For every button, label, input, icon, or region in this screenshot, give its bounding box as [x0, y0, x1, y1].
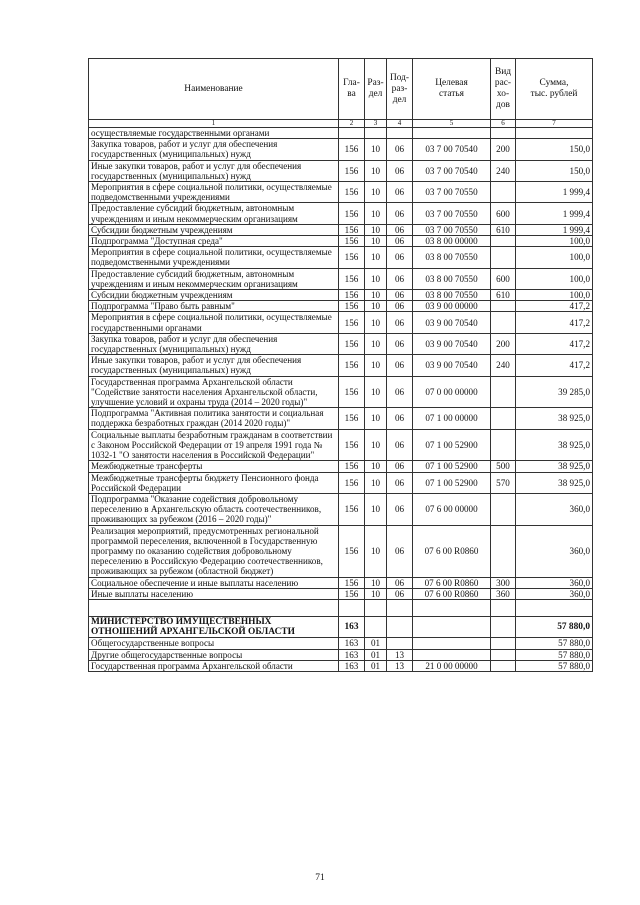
row-name: Государственная программа Архангельской области "Содействие занятости населения Архангельской области, улучшение условий и охраны труда (2014 – 2020 годы)" — [89, 376, 339, 408]
row-glava: 156 — [339, 290, 365, 301]
row-sum: 360,0 — [516, 493, 593, 525]
row-sum: 360,0 — [516, 588, 593, 599]
row-glava: 156 — [339, 429, 365, 461]
row-target-article: 03 7 00 70550 — [413, 224, 491, 235]
header-row — [89, 59, 593, 120]
row-glava: 156 — [339, 588, 365, 599]
row-name: Предоставление субсидий бюджетным, автономным учреждениям и иным некоммерческим организациям — [89, 268, 339, 289]
row-name: Социальное обеспечение и иные выплаты населению — [89, 577, 339, 588]
row-name: Мероприятия в сфере социальной политики, осуществляемые подведомственными учреждениями — [89, 247, 339, 268]
row-name: Закупка товаров, работ и услуг для обеспечения государственных (муниципальных) нужд — [89, 333, 339, 354]
row-target-article: 07 1 00 52900 — [413, 429, 491, 461]
row-expense-type: 600 — [491, 203, 516, 224]
row-razdel: 10 — [365, 588, 387, 599]
row-target-article — [413, 128, 491, 139]
row-sum: 1 999,4 — [516, 182, 593, 203]
row-razdel: 10 — [365, 182, 387, 203]
row-podrazdel: 06 — [387, 290, 413, 301]
row-glava: 163 — [339, 660, 365, 671]
ministry-glava: 163 — [339, 616, 365, 637]
row-target-article: 03 7 00 70550 — [413, 182, 491, 203]
row-target-article: 03 8 00 00000 — [413, 236, 491, 247]
row-target-article: 21 0 00 00000 — [413, 660, 491, 671]
row-podrazdel: 06 — [387, 493, 413, 525]
row-sum: 417,2 — [516, 312, 593, 333]
row-name: Мероприятия в сфере социальной политики, осуществляемые подведомственными учреждениями — [89, 182, 339, 203]
row-target-article: 03 8 00 70550 — [413, 290, 491, 301]
row-expense-type: 610 — [491, 224, 516, 235]
row-glava — [339, 128, 365, 139]
row-razdel: 10 — [365, 333, 387, 354]
row-razdel: 01 — [365, 638, 387, 649]
row-expense-type: 300 — [491, 577, 516, 588]
row-podrazdel: 13 — [387, 649, 413, 660]
row-target-article: 07 6 00 00000 — [413, 493, 491, 525]
row-expense-type: 200 — [491, 333, 516, 354]
row-sum: 38 925,0 — [516, 472, 593, 493]
table-body — [89, 128, 593, 600]
row-podrazdel: 06 — [387, 355, 413, 376]
row-glava: 156 — [339, 472, 365, 493]
row-name: осуществляемые государственными органами — [89, 128, 339, 139]
colnum: 5 — [413, 120, 491, 128]
row-target-article: 07 6 00 R0860 — [413, 577, 491, 588]
row-glava: 156 — [339, 355, 365, 376]
row-name: Подпрограмма "Оказание содействия добровольному переселению в Архангельскую область соотечественников, проживающих за рубежом (2016 – 2020 годы)" — [89, 493, 339, 525]
row-razdel: 10 — [365, 525, 387, 577]
row-expense-type — [491, 638, 516, 649]
row-razdel: 01 — [365, 660, 387, 671]
row-name: Иные закупки товаров, работ и услуг для обеспечения государственных (муниципальных) нужд — [89, 160, 339, 181]
row-expense-type: 610 — [491, 290, 516, 301]
row-name: Подпрограмма "Право быть равным" — [89, 301, 339, 312]
row-podrazdel: 06 — [387, 301, 413, 312]
row-target-article: 07 1 00 00000 — [413, 408, 491, 429]
row-glava: 156 — [339, 525, 365, 577]
row-podrazdel: 06 — [387, 203, 413, 224]
row-podrazdel: 06 — [387, 160, 413, 181]
row-podrazdel: 06 — [387, 408, 413, 429]
table-row — [89, 472, 593, 493]
row-razdel: 10 — [365, 472, 387, 493]
row-razdel: 10 — [365, 577, 387, 588]
row-name: Подпрограмма "Доступная среда" — [89, 236, 339, 247]
row-podrazdel: 06 — [387, 268, 413, 289]
row-sum: 417,2 — [516, 333, 593, 354]
row-glava: 156 — [339, 376, 365, 408]
row-name: Субсидии бюджетным учреждениям — [89, 224, 339, 235]
row-podrazdel: 06 — [387, 525, 413, 577]
row-target-article: 03 9 00 00000 — [413, 301, 491, 312]
row-target-article: 03 7 00 70540 — [413, 139, 491, 160]
row-glava: 156 — [339, 236, 365, 247]
row-sum: 417,2 — [516, 355, 593, 376]
row-target-article: 07 1 00 52900 — [413, 461, 491, 472]
table-row — [89, 493, 593, 525]
table-row — [89, 160, 593, 181]
row-razdel: 10 — [365, 268, 387, 289]
row-razdel: 10 — [365, 290, 387, 301]
row-target-article: 03 9 00 70540 — [413, 312, 491, 333]
row-razdel: 10 — [365, 312, 387, 333]
row-sum: 100,0 — [516, 290, 593, 301]
row-expense-type: 570 — [491, 472, 516, 493]
table-row — [89, 182, 593, 203]
row-name: Общегосударственные вопросы — [89, 638, 339, 649]
row-expense-type — [491, 429, 516, 461]
row-sum: 360,0 — [516, 525, 593, 577]
row-glava: 156 — [339, 247, 365, 268]
row-glava: 156 — [339, 333, 365, 354]
table-row — [89, 525, 593, 577]
table-row — [89, 247, 593, 268]
row-sum: 57 880,0 — [516, 638, 593, 649]
row-glava: 156 — [339, 203, 365, 224]
row-name: Закупка товаров, работ и услуг для обеспечения государственных (муниципальных) нужд — [89, 139, 339, 160]
row-name: Межбюджетные трансферты — [89, 461, 339, 472]
header-name: Наименование — [89, 59, 339, 120]
row-name: Предоставление субсидий бюджетным, автономным учреждениям и иным некоммерческим организациям — [89, 203, 339, 224]
row-name: Подпрограмма "Активная политика занятости и социальная поддержка безработных граждан (2014 2020 годы)" — [89, 408, 339, 429]
budget-table-sheet — [88, 58, 592, 672]
colnum: 3 — [365, 120, 387, 128]
table-row — [89, 290, 593, 301]
row-podrazdel: 13 — [387, 660, 413, 671]
row-podrazdel: 06 — [387, 461, 413, 472]
row-podrazdel: 06 — [387, 577, 413, 588]
row-sum: 100,0 — [516, 236, 593, 247]
row-glava: 156 — [339, 182, 365, 203]
header-razdel: Раз- дел — [365, 59, 387, 120]
row-name: Иные выплаты населению — [89, 588, 339, 599]
row-expense-type — [491, 649, 516, 660]
table-row — [89, 376, 593, 408]
colnum: 1 — [89, 120, 339, 128]
row-sum: 38 925,0 — [516, 429, 593, 461]
header-podrazdel: Под- раз- дел — [387, 59, 413, 120]
header-stat: Целевая статья — [413, 59, 491, 120]
table-row — [89, 312, 593, 333]
page-number: 71 — [315, 873, 325, 883]
row-razdel: 10 — [365, 160, 387, 181]
row-sum: 38 925,0 — [516, 461, 593, 472]
table-row — [89, 355, 593, 376]
row-expense-type: 500 — [491, 461, 516, 472]
row-sum — [516, 128, 593, 139]
row-target-article — [413, 649, 491, 660]
ministry-sum: 57 880,0 — [516, 616, 593, 637]
table-row — [89, 333, 593, 354]
row-expense-type — [491, 376, 516, 408]
row-target-article: 03 9 00 70540 — [413, 333, 491, 354]
row-razdel: 10 — [365, 376, 387, 408]
table-row — [89, 638, 593, 649]
row-glava: 156 — [339, 461, 365, 472]
row-razdel: 10 — [365, 139, 387, 160]
row-sum: 57 880,0 — [516, 660, 593, 671]
row-target-article: 03 7 00 70540 — [413, 160, 491, 181]
row-target-article: 07 1 00 52900 — [413, 472, 491, 493]
table-row — [89, 588, 593, 599]
row-name: Другие общегосударственные вопросы — [89, 649, 339, 660]
column-number-row — [89, 120, 593, 128]
row-razdel — [365, 128, 387, 139]
row-glava: 156 — [339, 301, 365, 312]
row-target-article: 03 7 00 70550 — [413, 203, 491, 224]
row-podrazdel: 06 — [387, 236, 413, 247]
row-razdel: 10 — [365, 429, 387, 461]
row-glava: 156 — [339, 160, 365, 181]
colnum: 7 — [516, 120, 593, 128]
row-expense-type: 600 — [491, 268, 516, 289]
row-expense-type — [491, 660, 516, 671]
table-row — [89, 301, 593, 312]
row-glava: 163 — [339, 638, 365, 649]
table-row — [89, 577, 593, 588]
row-expense-type — [491, 128, 516, 139]
row-expense-type — [491, 182, 516, 203]
row-glava: 156 — [339, 408, 365, 429]
row-razdel: 10 — [365, 301, 387, 312]
row-expense-type — [491, 312, 516, 333]
header-glava: Гла- ва — [339, 59, 365, 120]
header-vid: Вид рас- хо- дов — [491, 59, 516, 120]
row-podrazdel — [387, 128, 413, 139]
table-row — [89, 649, 593, 660]
row-name: Межбюджетные трансферты бюджету Пенсионного фонда Российской Федерации — [89, 472, 339, 493]
row-sum: 57 880,0 — [516, 649, 593, 660]
row-podrazdel: 06 — [387, 247, 413, 268]
table-row — [89, 236, 593, 247]
row-expense-type — [491, 525, 516, 577]
table-row — [89, 203, 593, 224]
row-target-article: 03 8 00 70550 — [413, 268, 491, 289]
row-name: Иные закупки товаров, работ и услуг для обеспечения государственных (муниципальных) нужд — [89, 355, 339, 376]
row-razdel: 10 — [365, 408, 387, 429]
row-sum: 1 999,4 — [516, 224, 593, 235]
row-podrazdel: 06 — [387, 588, 413, 599]
row-glava: 156 — [339, 224, 365, 235]
row-target-article — [413, 638, 491, 649]
row-glava: 156 — [339, 577, 365, 588]
table-row — [89, 128, 593, 139]
row-razdel: 10 — [365, 461, 387, 472]
row-sum: 100,0 — [516, 247, 593, 268]
row-expense-type: 360 — [491, 588, 516, 599]
table-row — [89, 461, 593, 472]
row-name: Государственная программа Архангельской области — [89, 660, 339, 671]
row-expense-type — [491, 301, 516, 312]
table-row — [89, 268, 593, 289]
row-target-article: 03 8 00 70550 — [413, 247, 491, 268]
colnum: 6 — [491, 120, 516, 128]
row-sum: 38 925,0 — [516, 408, 593, 429]
row-name: Субсидии бюджетным учреждениям — [89, 290, 339, 301]
row-expense-type — [491, 236, 516, 247]
row-expense-type: 240 — [491, 160, 516, 181]
row-podrazdel: 06 — [387, 429, 413, 461]
row-podrazdel: 06 — [387, 182, 413, 203]
row-sum: 150,0 — [516, 139, 593, 160]
row-name: Реализация мероприятий, предусмотренных региональной программой переселения, включенной в Государственную программу по оказанию содействия добровольному переселению в Российскую Федерацию соотечественников, проживающих за рубежом (областной бюджет) — [89, 525, 339, 577]
row-sum: 100,0 — [516, 268, 593, 289]
colnum: 4 — [387, 120, 413, 128]
row-sum: 39 285,0 — [516, 376, 593, 408]
row-expense-type — [491, 408, 516, 429]
row-razdel: 10 — [365, 355, 387, 376]
table-row — [89, 139, 593, 160]
row-razdel: 01 — [365, 649, 387, 660]
row-podrazdel — [387, 638, 413, 649]
row-razdel: 10 — [365, 493, 387, 525]
row-name: Мероприятия в сфере социальной политики, осуществляемые государственными органами — [89, 312, 339, 333]
row-podrazdel: 06 — [387, 376, 413, 408]
row-razdel: 10 — [365, 224, 387, 235]
ministry-name: МИНИСТЕРСТВО ИМУЩЕСТВЕННЫХ ОТНОШЕНИЙ АРХАНГЕЛЬСКОЙ ОБЛАСТИ — [89, 616, 339, 637]
row-razdel: 10 — [365, 236, 387, 247]
table-row — [89, 224, 593, 235]
row-name: Социальные выплаты безработным гражданам в соответствии с Законом Российской Федерации от 19 апреля 1991 года № 1032-1 "О занятости населения в Российской Федерации" — [89, 429, 339, 461]
row-expense-type — [491, 493, 516, 525]
row-sum: 417,2 — [516, 301, 593, 312]
spacer-row — [89, 599, 593, 616]
row-expense-type: 240 — [491, 355, 516, 376]
row-target-article: 07 0 00 00000 — [413, 376, 491, 408]
row-razdel: 10 — [365, 203, 387, 224]
budget-table — [88, 58, 593, 672]
row-sum: 150,0 — [516, 160, 593, 181]
row-glava: 156 — [339, 139, 365, 160]
table-row — [89, 660, 593, 671]
table-row — [89, 429, 593, 461]
table-body-ministry — [89, 638, 593, 672]
row-target-article: 07 6 00 R0860 — [413, 588, 491, 599]
row-podrazdel: 06 — [387, 312, 413, 333]
row-glava: 156 — [339, 268, 365, 289]
row-target-article: 07 6 00 R0860 — [413, 525, 491, 577]
row-glava: 156 — [339, 493, 365, 525]
header-sum: Сумма, тыс. рублей — [516, 59, 593, 120]
row-target-article: 03 9 00 70540 — [413, 355, 491, 376]
row-expense-type — [491, 247, 516, 268]
row-sum: 360,0 — [516, 577, 593, 588]
row-razdel: 10 — [365, 247, 387, 268]
row-podrazdel: 06 — [387, 139, 413, 160]
row-podrazdel: 06 — [387, 224, 413, 235]
row-sum: 1 999,4 — [516, 203, 593, 224]
ministry-row — [89, 616, 593, 637]
row-podrazdel: 06 — [387, 472, 413, 493]
table-row — [89, 408, 593, 429]
row-glava: 156 — [339, 312, 365, 333]
row-glava: 163 — [339, 649, 365, 660]
row-expense-type: 200 — [491, 139, 516, 160]
row-podrazdel: 06 — [387, 333, 413, 354]
colnum: 2 — [339, 120, 365, 128]
